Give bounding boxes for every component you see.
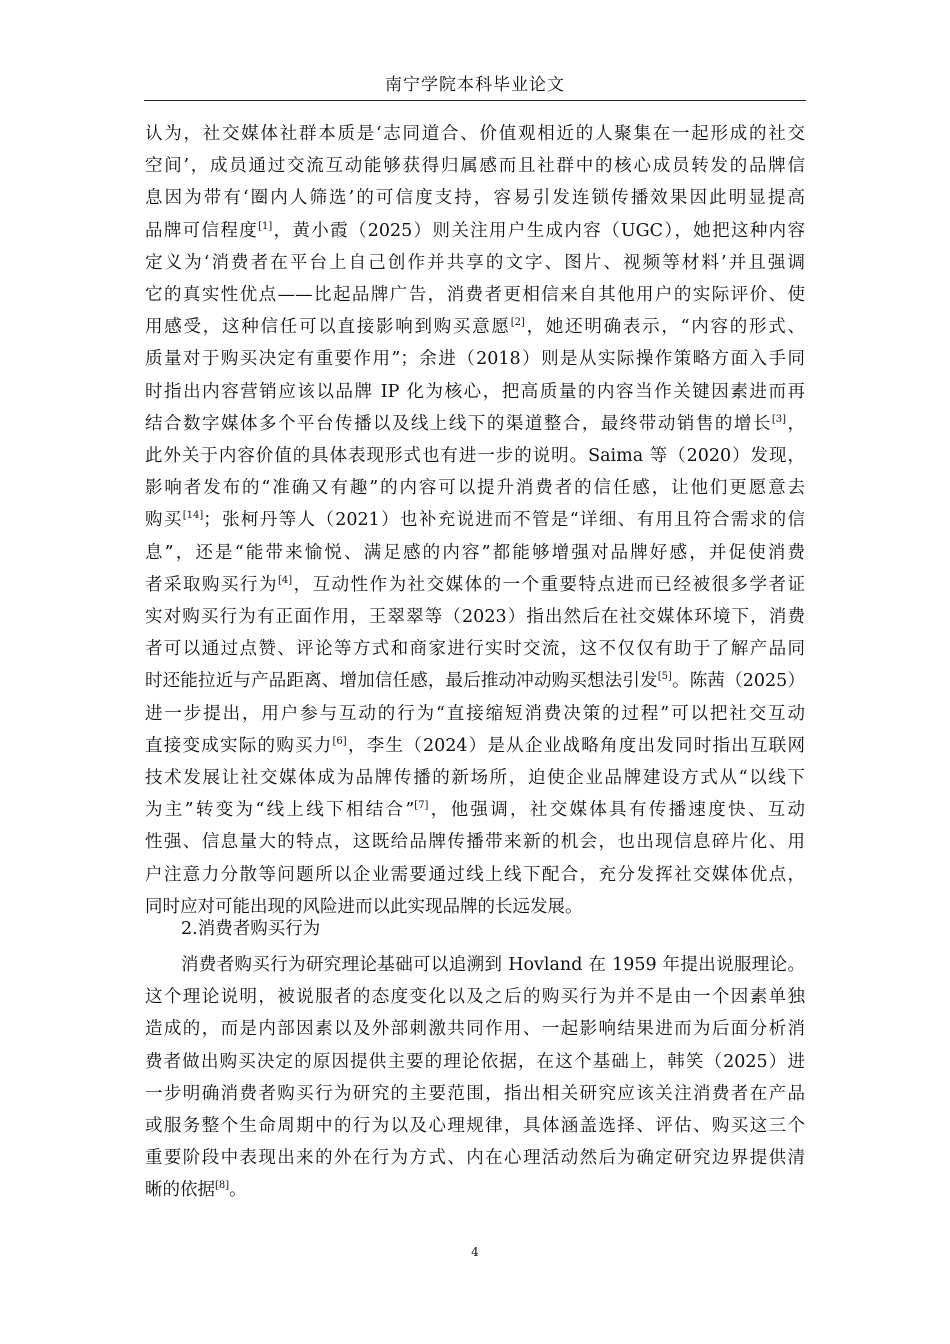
text-segment: 。陈茜（2025） bbox=[671, 671, 805, 692]
citation-superscript: [7] bbox=[414, 800, 429, 812]
text-line: 造成的，而是内部因素以及外部刺激共同作用、一起影响结果进而为后面分析消 bbox=[145, 1019, 805, 1040]
body-paragraph-1 bbox=[145, 118, 805, 923]
text-segment: 时还能拉近与产品距离、增加信任感，最后推动冲动购买想法引发 bbox=[145, 671, 658, 692]
text-segment: 购买 bbox=[145, 510, 183, 531]
text-line: 费者做出购买决定的原因提供主要的理论依据，在这个基础上，韩笑（2025）进 bbox=[145, 1051, 805, 1072]
text-line: 者可以通过点赞、评论等方式和商家进行实时交流，这不仅仅有助于了解产品同 bbox=[145, 639, 805, 660]
text-line: 或服务整个生命周期中的行为以及心理规律，具体涵盖选择、评估、购买这三个 bbox=[145, 1116, 805, 1137]
text-line bbox=[145, 569, 805, 601]
body-paragraph-2 bbox=[145, 949, 805, 1207]
citation-superscript: [8] bbox=[215, 1180, 230, 1192]
text-segment: ，李生（2024）是从企业战略角度出发同时指出互联网 bbox=[346, 735, 805, 756]
section-heading: 2.消费者购买行为 bbox=[181, 919, 321, 939]
text-segment: 。 bbox=[229, 1180, 247, 1201]
text-segment: ，他强调，社交媒体具有传播速度快、互动 bbox=[428, 800, 806, 821]
text-line: 影响者发布的“准确又有趣”的内容可以提升消费者的信任感，让他们更愿意去 bbox=[145, 478, 805, 499]
text-line: 重要阶段中表现出来的外在行为方式、内在心理活动然后为确定研究边界提供清 bbox=[145, 1148, 805, 1169]
text-segment: 为主”转变为“线上线下相结合” bbox=[145, 800, 415, 821]
text-segment: 品牌可信程度 bbox=[145, 220, 259, 241]
text-line: 消费者购买行为研究理论基础可以追溯到 Hovland 在 1959 年提出说服理论。 bbox=[181, 955, 805, 975]
running-header: 南宁学院本科毕业论文 bbox=[385, 75, 565, 95]
citation-superscript: [5] bbox=[657, 671, 672, 683]
text-line: 户注意力分散等问题所以企业需要通过线上线下配合，充分发挥社交媒体优点， bbox=[145, 864, 805, 885]
text-segment: ；张柯丹等人（2021）也补充说进而不管是“详细、有用且符合需求的信 bbox=[203, 510, 805, 531]
text-line: 定义为‘消费者在平台上自己创作并共享的文字、图片、视频等材料’并且强调 bbox=[145, 252, 805, 273]
text-line: 实对购买行为有正面作用，王翠翠等（2023）指出然后在社交媒体环境下，消费 bbox=[145, 607, 805, 628]
citation-superscript: [4] bbox=[277, 575, 293, 587]
text-segment: 用感受，这种信任可以直接影响到购买意愿 bbox=[145, 317, 511, 338]
text-segment: ，黄小霞（2025）则关注用户生成内容（UGC），她把这种内容 bbox=[272, 220, 806, 241]
text-line: 认为，社交媒体社群本质是‘志同道合、价值观相近的人聚集在一起形成的社交 bbox=[145, 124, 805, 144]
citation-superscript: [1] bbox=[258, 220, 273, 232]
citation-superscript: [2] bbox=[510, 317, 525, 329]
text-segment: ，互动性作为社交媒体的一个重要特点进而已经被很多学者证 bbox=[292, 574, 806, 595]
text-line bbox=[145, 730, 805, 762]
text-line bbox=[145, 1174, 805, 1206]
text-line: 此外关于内容价值的具体表现形式也有进一步的说明。Saima 等（2020）发现， bbox=[145, 446, 805, 467]
text-segment: ，她还明确表示，“内容的形式、 bbox=[524, 317, 805, 338]
text-line: 质量对于购买决定有重要作用”；余进（2018）则是从实际操作策略方面入手同 bbox=[145, 349, 805, 370]
text-line: 息”，还是“能带来愉悦、满足感的内容”都能够增强对品牌好感，并促使消费 bbox=[145, 542, 805, 563]
citation-superscript: [6] bbox=[332, 736, 347, 748]
text-segment: 晰的依据 bbox=[145, 1180, 215, 1201]
page-number: 4 bbox=[471, 1245, 479, 1259]
text-line bbox=[145, 794, 805, 826]
text-line: 技术发展让社交媒体成为品牌传播的新场所，迫使企业品牌建设方式从“以线下 bbox=[145, 768, 805, 789]
text-line bbox=[145, 311, 805, 343]
header-rule bbox=[144, 100, 806, 101]
text-segment: 者采取购买行为 bbox=[145, 574, 278, 595]
text-line: 空间’，成员通过交流互动能够获得归属感而且社群中的核心成员转发的品牌信 bbox=[145, 156, 805, 177]
citation-superscript: [3] bbox=[771, 414, 787, 425]
text-line: 时指出内容营销应该以品牌 IP 化为核心，把高质量的内容当作关键因素进而再 bbox=[145, 381, 805, 402]
text-segment: ， bbox=[786, 413, 806, 434]
text-line: 性强、信息量大的特点，这既给品牌传播带来新的机会，也出现信息碎片化、用 bbox=[145, 832, 805, 853]
citation-superscript: [14] bbox=[182, 510, 204, 522]
text-line: 一步明确消费者购买行为研究的主要范围，指出相关研究应该关注消费者在产品 bbox=[145, 1083, 805, 1104]
text-line: 进一步提出，用户参与互动的行为“直接缩短消费决策的过程”可以把社交互动 bbox=[145, 703, 805, 724]
text-line bbox=[145, 215, 805, 247]
text-line: 同时应对可能出现的风险进而以此实现品牌的长远发展。 bbox=[145, 896, 583, 917]
text-segment: 直接变成实际的购买力 bbox=[145, 735, 333, 756]
text-line: 这个理论说明，被说服者的态度变化以及之后的购买行为并不是由一个因素单独 bbox=[145, 987, 805, 1008]
text-line bbox=[145, 408, 805, 440]
text-line: 息因为带有‘圈内人筛选’的可信度支持，容易引发连锁传播效果因此明显提高 bbox=[145, 188, 805, 209]
text-line: 它的真实性优点——比起品牌广告，消费者更相信来自其他用户的实际评价、使 bbox=[145, 285, 805, 306]
text-line bbox=[145, 504, 805, 536]
text-segment: 结合数字媒体多个平台传播以及线上线下的渠道整合，最终带动销售的增长 bbox=[145, 413, 772, 434]
text-line bbox=[145, 665, 805, 697]
